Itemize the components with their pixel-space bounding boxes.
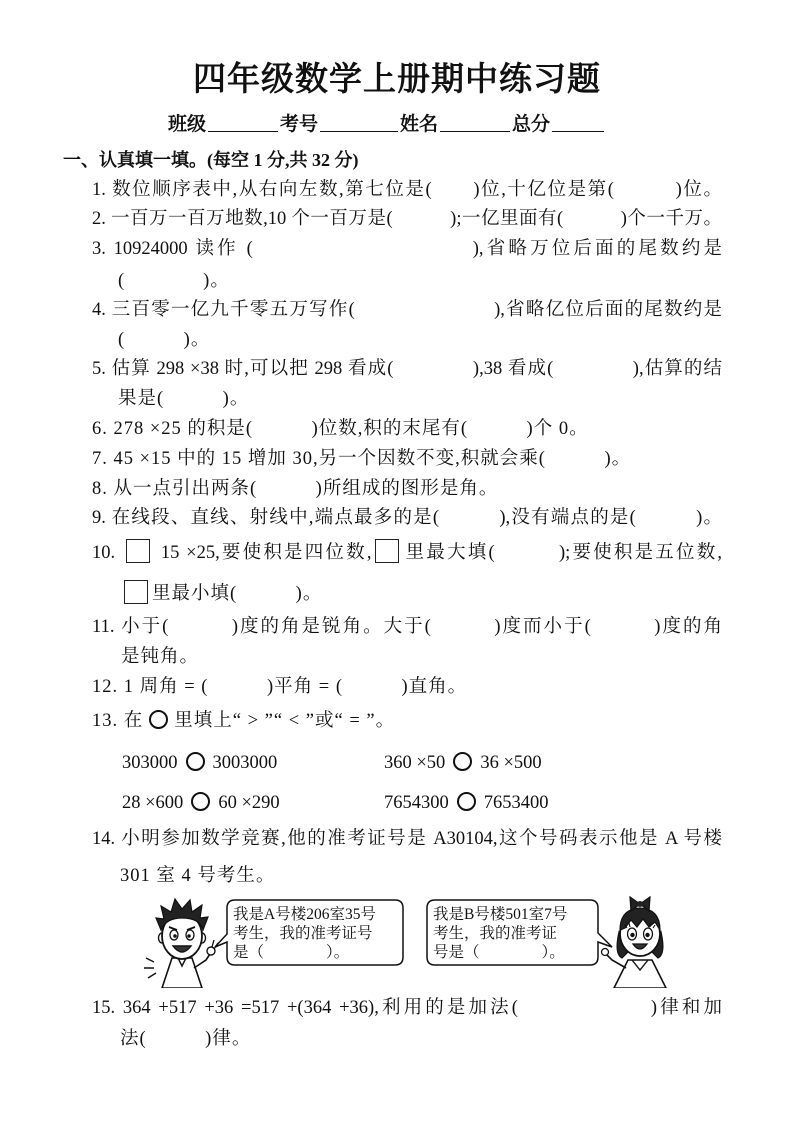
comparison-2: [384, 750, 542, 776]
comparison-right: 3003000: [212, 753, 278, 773]
question-10-text-c: 里最小填( )。: [152, 584, 323, 604]
comparison-3: [122, 790, 280, 816]
compare-circle-icon: [191, 792, 210, 811]
question-1-line-1: 1. 数位顺序表中,从右向左数,第七位是( )位,十亿位是第( )位。: [92, 180, 722, 200]
girl-cartoon: [598, 892, 682, 988]
name-label: 姓名: [400, 114, 439, 135]
question-4-line-1: 4. 三百零一亿九千零五万写作( ),省略亿位后面的尾数约是: [92, 300, 722, 320]
boy-bubble-text: [233, 905, 376, 962]
class-label: 班级: [168, 114, 207, 135]
page-title: 四年级数学上册期中练习题: [193, 60, 601, 97]
exam-no-label: 考号: [280, 114, 319, 135]
question-10-text-a: 15 ×25,要使积是四位数,: [160, 543, 372, 563]
question-14-line-2: 301 室 4 号考生。: [120, 866, 276, 886]
comparison-right: 60 ×290: [218, 793, 280, 813]
question-9-line-1: 9. 在线段、直线、射线中,端点最多的是( ),没有端点的是( )。: [92, 508, 722, 528]
compare-circle-icon: [453, 752, 472, 771]
question-11-line-2: 是钝角。: [121, 647, 200, 667]
exam-no-blank: [320, 113, 398, 132]
question-5-line-2: 果是( )。: [118, 389, 250, 409]
bubble-line: 我是B号楼501室7号: [433, 906, 568, 923]
bubble-line: 是（ ）。: [233, 944, 350, 961]
digit-box: [375, 539, 399, 563]
comparison-right: 36 ×500: [480, 753, 542, 773]
question-15-line-2: 法( )律。: [120, 1029, 252, 1049]
compare-circle-icon: [186, 752, 205, 771]
comparison-left: 28 ×600: [122, 793, 184, 813]
comparison-1: [122, 750, 277, 776]
question-3-line-2: ( )。: [118, 271, 230, 291]
question-10-text-b: 里最大填( );要使积是五位数,: [403, 543, 723, 563]
question-10-line-2: [120, 580, 322, 606]
question-15-line-1: 15. 364 +517 +36 =517 +(364 +36),利用的是加法( )律和加: [92, 998, 722, 1018]
score-blank: [552, 113, 604, 132]
bubble-line: 我是A号楼206室35号: [233, 906, 376, 923]
score-label: 总分: [512, 114, 551, 135]
digit-box: [126, 539, 150, 563]
compare-circle-icon: [457, 792, 476, 811]
bubble-line: 考生，我的准考证号: [233, 925, 373, 942]
comparison-left: 7654300: [384, 793, 449, 813]
question-2-line-1: 2. 一百万一百万地数,10 个一百万是( );一亿里面有( )个一千万。: [92, 209, 722, 229]
question-14-line-1: 14. 小明参加数学竞赛,他的准考证号是 A30104,这个号码表示他是 A 号楼: [92, 829, 722, 849]
girl-bubble-text: [433, 905, 567, 962]
class-blank: [208, 113, 278, 132]
bubble-line: 号是（ ）。: [433, 944, 565, 961]
question-13-text-a: 13. 在: [92, 711, 144, 731]
compare-circle-icon: [149, 710, 168, 729]
question-8-line-1: 8. 从一点引出两条( )所组成的图形是角。: [92, 479, 499, 499]
comparison-4: [384, 790, 549, 816]
question-3-line-1: 3. 10924000 读作 ( ),省略万位后面的尾数约是: [92, 239, 722, 259]
comparison-left: 303000: [122, 753, 178, 773]
section-heading: 一、认真填一填。(每空 1 分,共 32 分): [63, 150, 359, 170]
question-12-line-1: 12. 1 周角 = ( )平角 = ( )直角。: [92, 677, 468, 697]
question-7-line-1: 7. 45 ×15 中的 15 增加 30,另一个因数不变,积就会乘( )。: [92, 449, 632, 469]
name-blank: [440, 113, 510, 132]
question-10-line-1: [92, 539, 722, 565]
question-10-number: 10.: [92, 543, 116, 563]
comparison-left: 360 ×50: [384, 753, 446, 773]
question-4-line-2: ( )。: [118, 330, 211, 350]
digit-box: [124, 580, 148, 604]
student-info-line: [168, 112, 606, 138]
question-13-line-1: [92, 708, 395, 734]
question-5-line-1: 5. 估算 298 ×38 时,可以把 298 看成( ),38 看成( ),估算的结: [92, 359, 722, 379]
question-13-text-b: 里填上“ > ”“ < ”或“ = ”。: [174, 711, 396, 731]
question-6-line-1: 6. 278 ×25 的积是( )位数,积的末尾有( )个 0。: [92, 419, 589, 439]
question-11-line-1: 11. 小于( )度的角是锐角。大于( )度而小于( )度的角: [92, 617, 722, 637]
comparison-right: 7653400: [483, 793, 549, 813]
bubble-line: 考生，我的准考证: [433, 925, 558, 942]
